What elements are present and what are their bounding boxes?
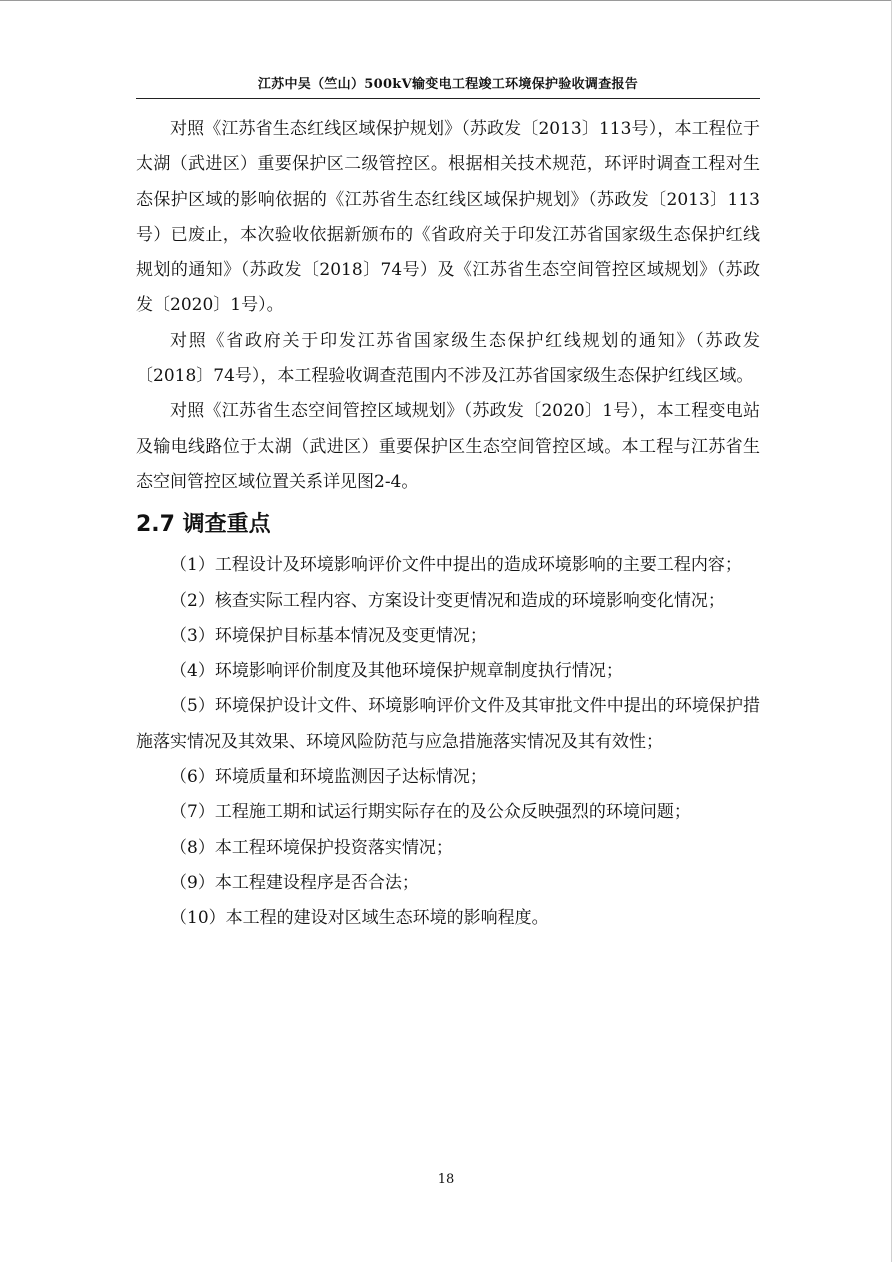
section-heading-survey-focus: 2.7 调查重点 bbox=[136, 512, 271, 538]
list-item: （5）环境保护设计文件、环境影响评价文件及其审批文件中提出的环境保护措施落实情况及其效果、环境风险防范与应急措施落实情况及其有效性； bbox=[136, 696, 760, 752]
paragraph-ecological-redline-2013: 对照《江苏省生态红线区域保护规划》（苏政发〔2013〕113号），本工程位于太湖（武进区）重要保护区二级管控区。根据相关技术规范，环评时调查工程对生态保护区域的影响依据的《江苏省生态红线区域保护规划》（苏政发〔2013〕113号）已废止，本次验收依据新颁布的《省政府关于印发江苏省国家级生态保护红线规划的通知》（苏政发〔2018〕74号）及《江苏省生态空间管控区域规划》（苏政发〔2020〕1号）。 bbox=[136, 119, 760, 316]
list-item: （1）工程设计及环境影响评价文件中提出的造成环境影响的主要工程内容； bbox=[170, 555, 742, 576]
list-item: （3）环境保护目标基本情况及变更情况； bbox=[170, 625, 487, 646]
document-body bbox=[136, 112, 760, 937]
paragraph-national-redline-2018: 对照《省政府关于印发江苏省国家级生态保护红线规划的通知》（苏政发〔2018〕74号），本工程验收调查范围内不涉及江苏省国家级生态保护红线区域。 bbox=[136, 330, 760, 387]
list-item: （8）本工程环境保护投资落实情况； bbox=[170, 837, 453, 858]
list-item: （9）本工程建设程序是否合法； bbox=[170, 872, 419, 893]
running-header: 江苏中吴（竺山）500kV输变电工程竣工环境保护验收调查报告 bbox=[136, 72, 760, 99]
list-item: （4）环境影响评价制度及其他环境保护规章制度执行情况； bbox=[170, 661, 623, 682]
paragraph-spatial-control-2020: 对照《江苏省生态空间管控区域规划》（苏政发〔2020〕1号），本工程变电站及输电线路位于太湖（武进区）重要保护区生态空间管控区域。本工程与江苏省生态空间管控区域位置关系详见图2-4。 bbox=[136, 401, 760, 492]
page-top-border bbox=[0, 0, 892, 1]
list-item: （7）工程施工期和试运行期实际存在的及公众反映强烈的环境问题； bbox=[170, 802, 691, 823]
list-item: （2）核查实际工程内容、方案设计变更情况和造成的环境影响变化情况； bbox=[170, 590, 725, 611]
page-number: 18 bbox=[437, 1172, 455, 1187]
list-item: （6）环境质量和环境监测因子达标情况； bbox=[170, 767, 487, 788]
list-item: （10）本工程的建设对区域生态环境的影响程度。 bbox=[170, 908, 549, 929]
